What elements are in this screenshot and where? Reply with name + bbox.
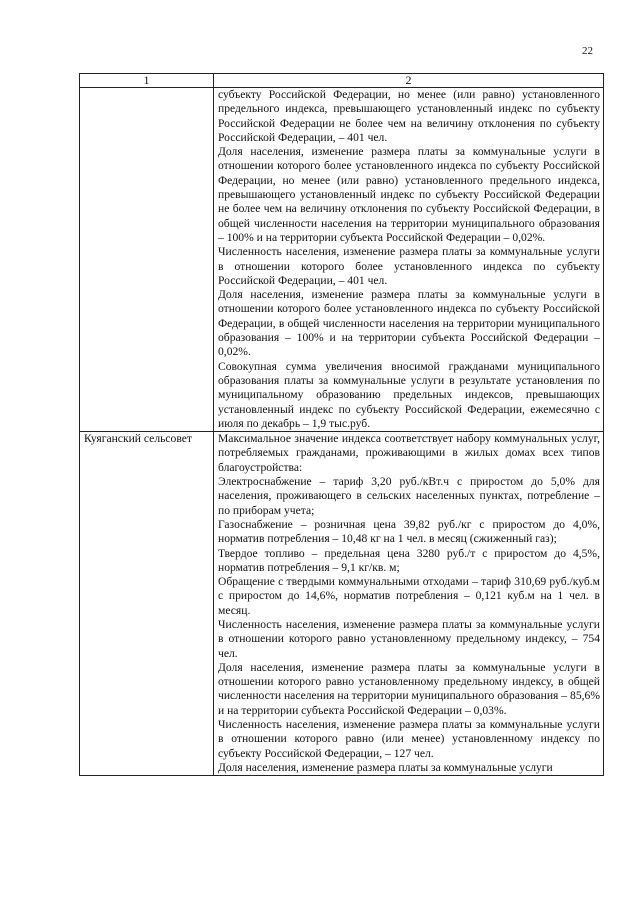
paragraph: Обращение с твердыми коммунальными отходами – тариф 310,69 руб./куб.м с приростом до 14,6%, норматив потребления – 0,121 куб.м на 1 чел. в месяц.: [218, 575, 600, 617]
paragraph: Доля населения, изменение размера платы за коммунальные услуги в отношении которого равно установленному предельному индексу, в общей численности населения на территории муниципального образования – 85,6% и на территории субъекта Российской Федерации – 0,03%.: [218, 660, 600, 717]
table-row: [80, 432, 604, 776]
paragraph: Доля населения, изменение размера платы за коммунальные услуги: [218, 760, 553, 774]
page-number: 22: [582, 45, 593, 57]
paragraph: Совокупная сумма увеличения вносимой гражданами муниципального образования платы за коммунальные услуги в результате установления по муниципальному образованию предельных индексов, превышающих установленный индекс по субъекту Российской Федерации, ежемесячно с июля по декабрь – 1,9 тыс.руб.: [218, 359, 600, 430]
column-header-1: 1: [80, 74, 214, 88]
description-cell: [214, 88, 604, 432]
paragraph: Численность населения, изменение размера платы за коммунальные услуги в отношении которого более установленного индекса по субъекту Российской Федерации, – 401 чел.: [218, 245, 600, 287]
paragraph: Твердое топливо – предельная цена 3280 руб./т с приростом до 4,5%, норматив потребления – 9,1 кг/кв. м;: [218, 546, 600, 574]
paragraph: Газоснабжение – розничная цена 39,82 руб./кг с приростом до 4,0%, норматив потребления – 10,48 кг на 1 чел. в месяц (сжиженный газ);: [218, 517, 600, 546]
paragraph: Максимальное значение индекса соответствует набору коммунальных услуг, потребляемых гражданами, проживающими в жилых домах всех типов благоустройства:: [218, 432, 600, 474]
paragraph: субъекту Российской Федерации, но менее (или равно) установленного предельного индекса, превышающего установленный индекс по субъекту Российской Федерации не более чем на величину отклонения по субъекту Российской Федерации, – 401 чел.: [218, 88, 600, 144]
municipality-name-cell: [80, 88, 214, 432]
paragraph: Электроснабжение – тариф 3,20 руб./кВт.ч с приростом до 5,0% для населения, проживающего в сельских населенных пунктах, потребление – по приборам учета;: [218, 475, 600, 517]
paragraph: Доля населения, изменение размера платы за коммунальные услуги в отношении которого более установленного индекса по субъекту Российской Федерации, но менее (или равно) установленного предельного индекса, превышающего установленный индекс по субъекту Российской Федерации не более чем на величину отклонения по субъекту Российской Федерации, в общей численности населения на территории муниципального образования – 100% и на территории субъекта Российской Федерации – 0,02%.: [218, 145, 600, 244]
column-header-2: 2: [214, 74, 604, 88]
paragraph: Доля населения, изменение размера платы за коммунальные услуги в отношении которого более установленного индекса по субъекту Российской Федерации, в общей численности населения на территории муниципального образования – 100% и на территории субъекта Российской Федерации – 0,02%.: [218, 288, 600, 359]
table-header-row: [80, 74, 604, 88]
data-table: [79, 73, 604, 776]
description-cell: [214, 432, 604, 776]
paragraph: Численность населения, изменение размера платы за коммунальные услуги в отношении которого равно (или менее) установленному индексу по субъекту Российской Федерации, – 127 чел.: [218, 718, 600, 760]
table-row: [80, 88, 604, 432]
municipality-name-cell: Куяганский сельсовет: [80, 432, 214, 776]
paragraph: Численность населения, изменение размера платы за коммунальные услуги в отношении которого равно установленному предельному индексу, – 754 чел.: [218, 617, 600, 660]
